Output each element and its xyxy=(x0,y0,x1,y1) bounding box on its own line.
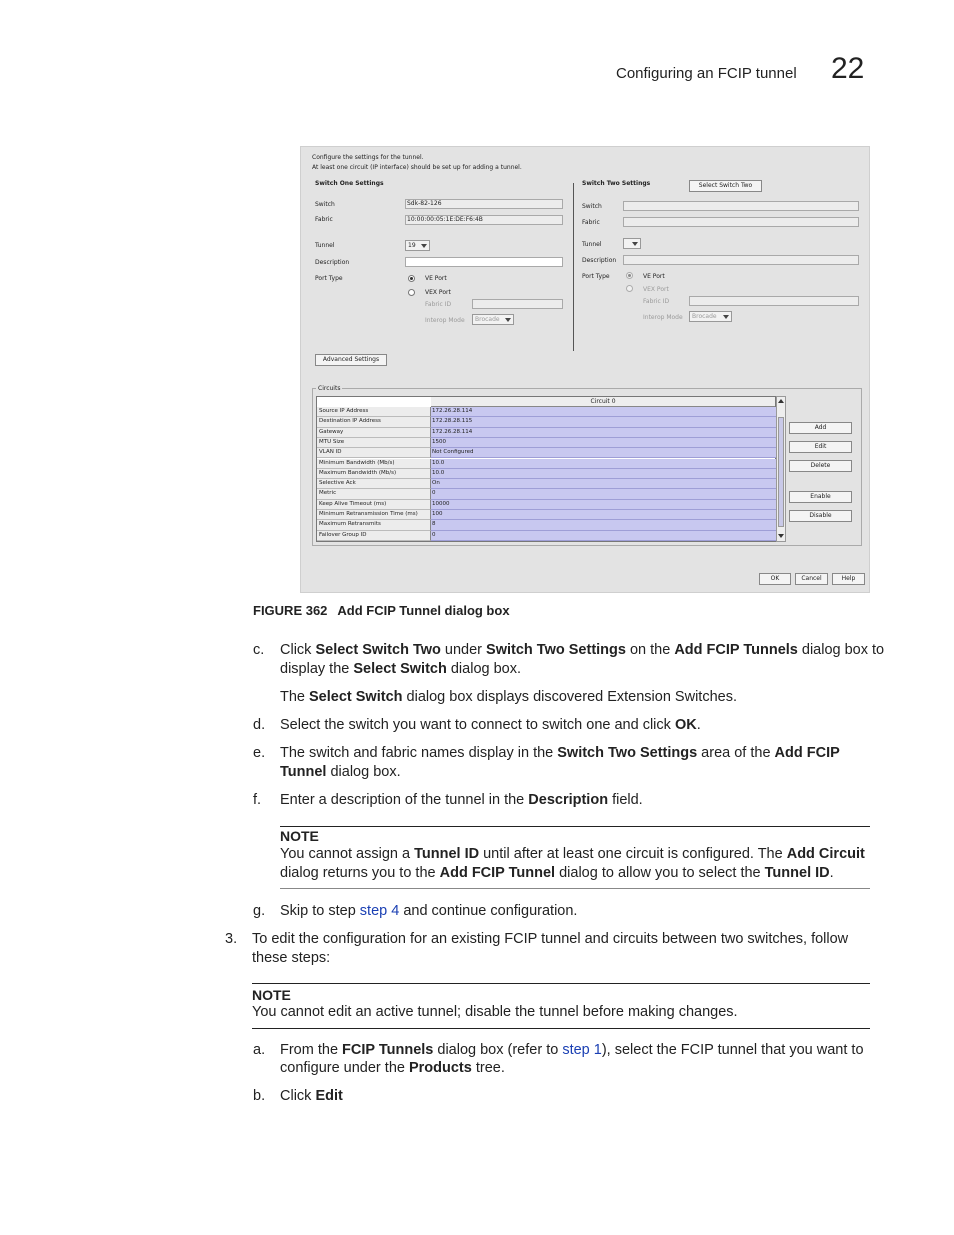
step-g-marker: g. xyxy=(253,903,266,919)
table-row[interactable] xyxy=(317,479,775,489)
note2-heading: NOTE xyxy=(252,987,291,1003)
note2-rule-bottom xyxy=(252,1028,870,1029)
note1-line1: You cannot assign a Tunnel ID until after at least one circuit is configured. The Add Circuit xyxy=(280,846,865,862)
row-value[interactable]: 172.26.28.114 xyxy=(431,407,777,417)
switch-one-tunnel-label: Tunnel xyxy=(315,242,335,249)
step-d-text: Select the switch you want to connect to switch one and click OK. xyxy=(280,717,701,733)
switch-one-description-label: Description xyxy=(315,259,350,266)
switch-two-interop-label: Interop Mode xyxy=(643,314,683,321)
switch-two-heading: Switch Two Settings xyxy=(582,180,651,187)
row-value[interactable]: 172.28.28.115 xyxy=(431,417,777,427)
add-circuit-button[interactable]: Add xyxy=(789,422,852,434)
switch-two-switch-label: Switch xyxy=(582,203,602,210)
chevron-down-icon xyxy=(632,242,638,246)
row-label: Failover Group ID xyxy=(317,531,431,541)
cancel-button[interactable]: Cancel xyxy=(795,573,828,585)
circuits-scrollbar[interactable] xyxy=(776,396,786,542)
switch-one-heading: Switch One Settings xyxy=(315,180,384,187)
switch-two-tunnel-select xyxy=(623,238,641,249)
row-label: Gateway xyxy=(317,428,431,438)
step-b-text: Click Edit xyxy=(280,1088,343,1104)
chapter-number: 22 xyxy=(831,52,865,85)
step-f-text: Enter a description of the tunnel in the Description field. xyxy=(280,792,643,808)
row-value[interactable]: On xyxy=(431,479,777,489)
scroll-thumb[interactable] xyxy=(778,417,784,527)
interop-mode-value: Brocade xyxy=(475,316,500,323)
dialog-intro-line1: Configure the settings for the tunnel. xyxy=(312,154,424,161)
row-label: Minimum Retransmission Time (ms) xyxy=(317,510,431,520)
note-rule-top xyxy=(280,826,870,827)
chevron-down-icon xyxy=(723,315,729,319)
section-title: Configuring an FCIP tunnel xyxy=(616,65,797,82)
tunnel-select-value: 19 xyxy=(408,242,416,249)
step-g-text: Skip to step step 4 and continue configuration. xyxy=(280,903,578,919)
row-label: Maximum Retransmits xyxy=(317,520,431,530)
select-switch-two-button[interactable]: Select Switch Two xyxy=(689,180,762,192)
table-row[interactable] xyxy=(317,489,775,499)
ok-button[interactable]: OK xyxy=(759,573,791,585)
switch-two-fabric-id-field xyxy=(689,296,859,306)
step-1-link[interactable]: step 1 xyxy=(562,1042,602,1058)
step-3-line2: these steps: xyxy=(252,950,331,966)
note2-text: You cannot edit an active tunnel; disable the tunnel before making changes. xyxy=(252,1004,738,1020)
delete-circuit-button[interactable]: Delete xyxy=(789,460,852,472)
step-c-followup: The Select Switch dialog box displays discovered Extension Switches. xyxy=(280,689,737,705)
figure-caption xyxy=(253,603,510,618)
vex-port-label: VEX Port xyxy=(425,289,451,296)
switch-two-vex-port-radio xyxy=(626,285,633,292)
disable-circuit-button[interactable]: Disable xyxy=(789,510,852,522)
ve-port-label: VE Port xyxy=(425,275,447,282)
switch-two-description-field xyxy=(623,255,859,265)
row-value[interactable]: 10.0 xyxy=(431,469,777,479)
vex-port-radio[interactable] xyxy=(408,289,415,296)
advanced-settings-button[interactable]: Advanced Settings xyxy=(315,354,387,366)
switch-two-fabric-id-label: Fabric ID xyxy=(643,298,670,305)
switch-two-fabric-label: Fabric xyxy=(582,219,600,226)
step-a-marker: a. xyxy=(253,1042,266,1058)
switch-two-vex-port-label: VEX Port xyxy=(643,286,669,293)
scroll-up-icon[interactable] xyxy=(778,399,784,403)
row-label: MTU Size xyxy=(317,438,431,448)
note-rule-bottom xyxy=(280,888,870,889)
step-e-line1: The switch and fabric names display in the Switch Two Settings area of the Add FCIP xyxy=(280,745,840,761)
switch-one-fabric-field: 10:00:00:05:1E:DE:F6:4B xyxy=(405,215,563,225)
switch-two-ve-port-label: VE Port xyxy=(643,273,665,280)
row-value[interactable]: 0 xyxy=(431,531,777,541)
step-e-marker: e. xyxy=(253,745,266,761)
row-label: Minimum Bandwidth (Mb/s) xyxy=(317,459,431,469)
switch-two-interop-value: Brocade xyxy=(692,313,717,320)
step-c-line1: Click Select Switch Two under Switch Two Settings on the Add FCIP Tunnels dialog box to xyxy=(280,642,885,658)
switch-one-port-type-label: Port Type xyxy=(315,275,343,282)
table-row[interactable] xyxy=(317,510,775,520)
circuits-table xyxy=(316,396,776,542)
switch-one-tunnel-select[interactable] xyxy=(405,240,430,251)
table-row[interactable] xyxy=(317,448,775,458)
row-label: Maximum Bandwidth (Mb/s) xyxy=(317,469,431,479)
note-heading: NOTE xyxy=(280,828,319,844)
add-fcip-tunnel-dialog xyxy=(300,146,870,593)
row-value[interactable]: 10000 xyxy=(431,500,777,510)
switch-one-fabric-label: Fabric xyxy=(315,216,333,223)
step-3-marker: 3. xyxy=(225,931,238,947)
dialog-intro-line2: At least one circuit (IP interface) should be set up for adding a tunnel. xyxy=(312,164,522,171)
switch-two-switch-field xyxy=(623,201,859,211)
circuit-column-header: Circuit 0 xyxy=(431,397,775,407)
step-e-line2: Tunnel dialog box. xyxy=(280,764,401,780)
switch-two-fabric-field xyxy=(623,217,859,227)
note1-line2: dialog returns you to the Add FCIP Tunnel dialog to allow you to select the Tunnel ID. xyxy=(280,865,834,881)
settings-divider xyxy=(573,183,574,351)
switch-one-switch-label: Switch xyxy=(315,201,335,208)
note2-rule-top xyxy=(252,983,870,984)
row-value[interactable]: 1500 xyxy=(431,438,777,448)
chevron-down-icon xyxy=(505,318,511,322)
table-row[interactable] xyxy=(317,459,775,469)
step-b-marker: b. xyxy=(253,1088,266,1104)
row-label: Source IP Address xyxy=(317,407,431,417)
step-c-marker: c. xyxy=(253,642,265,658)
step-c-line2: display the Select Switch dialog box. xyxy=(280,661,522,677)
table-row[interactable] xyxy=(317,428,775,438)
table-row[interactable] xyxy=(317,407,775,417)
figure-number: FIGURE 362 xyxy=(253,603,328,618)
interop-mode-label: Interop Mode xyxy=(425,317,465,324)
switch-two-description-label: Description xyxy=(582,257,617,264)
interop-mode-select xyxy=(472,314,514,325)
switch-two-port-type-label: Port Type xyxy=(582,273,610,280)
step-4-link[interactable]: step 4 xyxy=(359,903,400,919)
help-button[interactable]: Help xyxy=(832,573,865,585)
enable-circuit-button[interactable]: Enable xyxy=(789,491,852,503)
table-row[interactable] xyxy=(317,500,775,510)
row-label: Keep Alive Timeout (ms) xyxy=(317,500,431,510)
table-row[interactable] xyxy=(317,438,775,448)
table-row[interactable] xyxy=(317,520,775,530)
row-value[interactable]: 8 xyxy=(431,520,777,530)
row-label: Destination IP Address xyxy=(317,417,431,427)
switch-two-ve-port-radio xyxy=(626,272,633,279)
edit-circuit-button[interactable]: Edit xyxy=(789,441,852,453)
step-a-line2: configure under the Products tree. xyxy=(280,1060,505,1076)
row-label: VLAN ID xyxy=(317,448,431,458)
fabric-id-field xyxy=(472,299,563,309)
fabric-id-label: Fabric ID xyxy=(425,301,452,308)
row-label: Metric xyxy=(317,489,431,499)
row-value[interactable]: 172.26.28.114 xyxy=(431,428,777,438)
step-3-line1: To edit the configuration for an existing FCIP tunnel and circuits between two switches, follow xyxy=(252,931,849,947)
table-row[interactable] xyxy=(317,417,775,427)
row-value[interactable]: 100 xyxy=(431,510,777,520)
row-value[interactable]: 10.0 xyxy=(431,459,777,469)
table-row[interactable] xyxy=(317,531,775,541)
scroll-down-icon[interactable] xyxy=(778,534,784,538)
switch-one-switch-field: Sdk-82-126 xyxy=(405,199,563,209)
circuits-group-label: Circuits xyxy=(318,385,341,392)
table-row[interactable] xyxy=(317,469,775,479)
step-f-marker: f. xyxy=(253,792,262,808)
switch-one-description-field[interactable] xyxy=(405,257,563,267)
switch-two-tunnel-label: Tunnel xyxy=(582,241,602,248)
row-value[interactable]: Not Configured xyxy=(431,448,777,458)
step-a-line1: From the FCIP Tunnels dialog box (refer to step 1), select the FCIP tunnel that you want to xyxy=(280,1042,864,1058)
row-value[interactable]: 0 xyxy=(431,489,777,499)
ve-port-radio[interactable] xyxy=(408,275,415,282)
switch-two-interop-select xyxy=(689,311,732,322)
chevron-down-icon xyxy=(421,244,427,248)
figure-title: Add FCIP Tunnel dialog box xyxy=(337,603,510,618)
step-d-marker: d. xyxy=(253,717,266,733)
row-label: Selective Ack xyxy=(317,479,431,489)
